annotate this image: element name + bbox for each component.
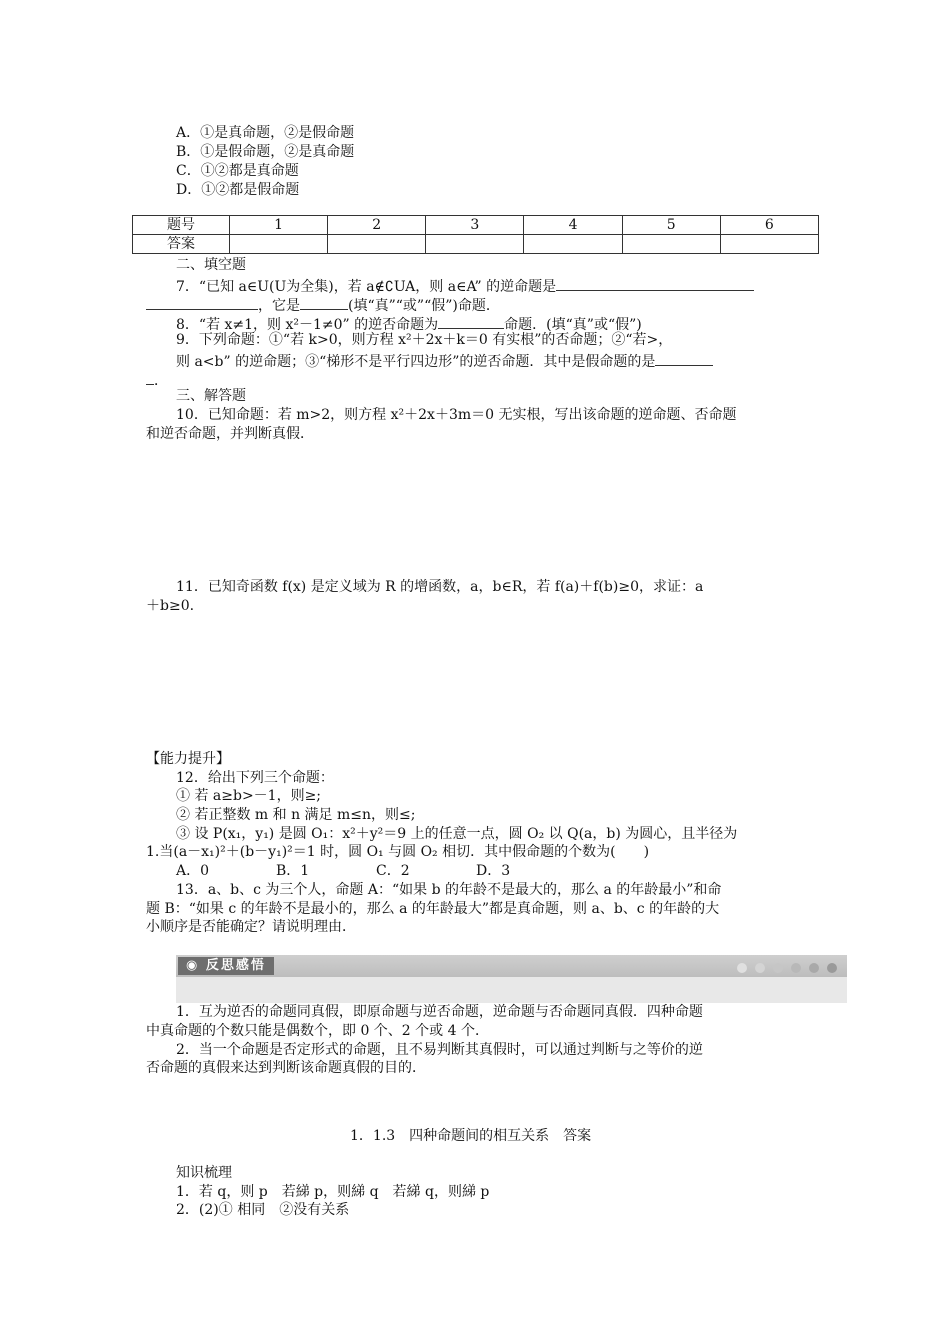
question-10-line1: 10．已知命题：若 m>2，则方程 x²＋2x＋3m＝0 无实根，写出该命题的逆命题、否命题	[176, 407, 737, 423]
dot-icon	[809, 963, 819, 973]
option-d: D．①②都是假命题	[176, 182, 300, 198]
table-cell-label: 题号	[133, 216, 230, 235]
option-a: A．①是真命题，②是假命题	[176, 125, 355, 141]
answer-blank[interactable]	[655, 350, 713, 366]
answer-cell[interactable]	[230, 235, 328, 254]
reflection-point-1-line2: 中真命题的个数只能是偶数个，即 0 个、2 个或 4 个．	[146, 1023, 489, 1039]
question-12-item-3a: ③ 设 P(x₁，y₁) 是圆 O₁：x²＋y²＝9 上的任意一点，圆 O₂ 以 Q(a，b) 为圆心，且半径为	[176, 826, 738, 842]
question-13-line3: 小顺序是否能确定？请说明理由．	[146, 919, 356, 935]
reflection-point-2-line2: 否命题的真假来达到判断该命题真假的目的．	[146, 1060, 426, 1076]
question-9-text: 则 a<b” 的逆命题；③“梯形不是平行四边形”的逆否命题．其中是假命题的是	[176, 354, 656, 370]
section-title-solve: 三、解答题	[176, 388, 246, 404]
reflection-header	[176, 955, 847, 977]
answer-cell[interactable]	[328, 235, 426, 254]
reflection-label: ◉ 反思感悟	[178, 957, 274, 975]
question-7-text: 7．“已知 a∈U(U为全集)，若 a∉∁UA，则 a∈A” 的逆命题是	[176, 279, 557, 295]
table-row-numbers	[133, 216, 819, 235]
option-b: B．①是假命题，②是真命题	[176, 144, 355, 160]
option-b: B．1	[276, 863, 310, 879]
dot-icon	[773, 963, 783, 973]
table-cell-number: 1	[230, 216, 328, 235]
question-7-mid: ，它是	[258, 298, 300, 314]
question-9-line3	[146, 369, 168, 391]
answer-cell[interactable]	[524, 235, 622, 254]
answer-cell[interactable]	[720, 235, 818, 254]
option-a: A．0	[176, 863, 210, 879]
question-10-line2: 和逆否命题，并判断真假．	[146, 426, 314, 442]
answer-blank[interactable]	[438, 313, 504, 329]
decorative-dots	[729, 960, 837, 979]
question-12-intro: 12．给出下列三个命题：	[176, 770, 334, 786]
question-13-line2: 题 B：“如果 c 的年龄不是最小的，那么 a 的年龄最大”都是真命题，则 a、b、c 的年龄的大	[146, 901, 720, 917]
answer-blank[interactable]	[146, 294, 258, 310]
question-8-text: 8．“若 x≠1，则 x²－1≠0” 的逆否命题为	[176, 317, 439, 333]
question-11-line2: ＋b≥0.	[146, 598, 195, 614]
section-title-ability: 【能力提升】	[146, 751, 230, 767]
table-cell-number: 5	[622, 216, 720, 235]
question-9-end: ．	[154, 373, 168, 389]
dot-icon	[755, 963, 765, 973]
answers-heading: 1．1.3 四种命题间的相互关系 答案	[350, 1128, 592, 1144]
table-cell-number: 3	[426, 216, 524, 235]
dot-icon	[791, 963, 801, 973]
table-cell-number: 4	[524, 216, 622, 235]
reflection-point-1-line1: 1．互为逆否的命题同真假，即原命题与逆否命题，逆命题与否命题同真假．四种命题	[176, 1004, 703, 1020]
question-12-item-3b: 1.当(a－x₁)²＋(b－y₁)²＝1 时，圆 O₁ 与圆 O₂ 相切．其中假命题的个数为( )	[146, 844, 650, 860]
question-12-options	[176, 862, 510, 881]
reflection-banner	[176, 955, 847, 1003]
answer-cell[interactable]	[622, 235, 720, 254]
question-7-tail: (填“真”“或”“假”)命题．	[348, 298, 500, 314]
question-8-end: 命题．(填“真”或“假”)	[504, 317, 642, 333]
knowledge-line-2: 2．(2)① 相同 ②没有关系	[176, 1202, 350, 1218]
answer-cell[interactable]	[426, 235, 524, 254]
option-c: C．2	[376, 863, 410, 879]
question-12-item-1: ① 若 a≥b>－1，则≥;	[176, 788, 322, 804]
question-9-line1: 9．下列命题：①“若 k>0，则方程 x²＋2x＋k＝0 有实根”的否命题；②“若>，	[176, 332, 673, 348]
answer-blank[interactable]	[146, 369, 154, 385]
dot-icon	[737, 963, 747, 973]
question-13-line1: 13．a、b、c 为三个人，命题 A：“如果 b 的年龄不是最大的，那么 a 的年龄最小”和命	[176, 882, 722, 898]
question-11-line1: 11．已知奇函数 f(x) 是定义域为 R 的增函数，a，b∈R，若 f(a)＋f(b)≥0，求证：a	[176, 579, 704, 595]
question-9-line2	[176, 350, 713, 372]
table-row-answers	[133, 235, 819, 254]
section-title-fill: 二、填空题	[176, 257, 246, 273]
option-c: C．①②都是真命题	[176, 163, 299, 179]
table-cell-number: 2	[328, 216, 426, 235]
knowledge-title: 知识梳理	[176, 1165, 232, 1181]
answer-blank[interactable]	[556, 275, 754, 291]
table-cell-label: 答案	[133, 235, 230, 254]
reflection-point-2-line1: 2．当一个命题是否定形式的命题，且不易判断其真假时，可以通过判断与之等价的逆	[176, 1042, 703, 1058]
dot-icon	[827, 963, 837, 973]
option-d: D．3	[476, 863, 511, 879]
knowledge-line-1: 1．若 q，则 p 若綈 p，则綈 q 若綈 q，则綈 p	[176, 1184, 490, 1200]
table-cell-number: 6	[720, 216, 818, 235]
question-12-item-2: ② 若正整数 m 和 n 满足 m≤n，则≤;	[176, 807, 416, 823]
answer-blank[interactable]	[300, 294, 348, 310]
answer-table	[132, 215, 819, 254]
